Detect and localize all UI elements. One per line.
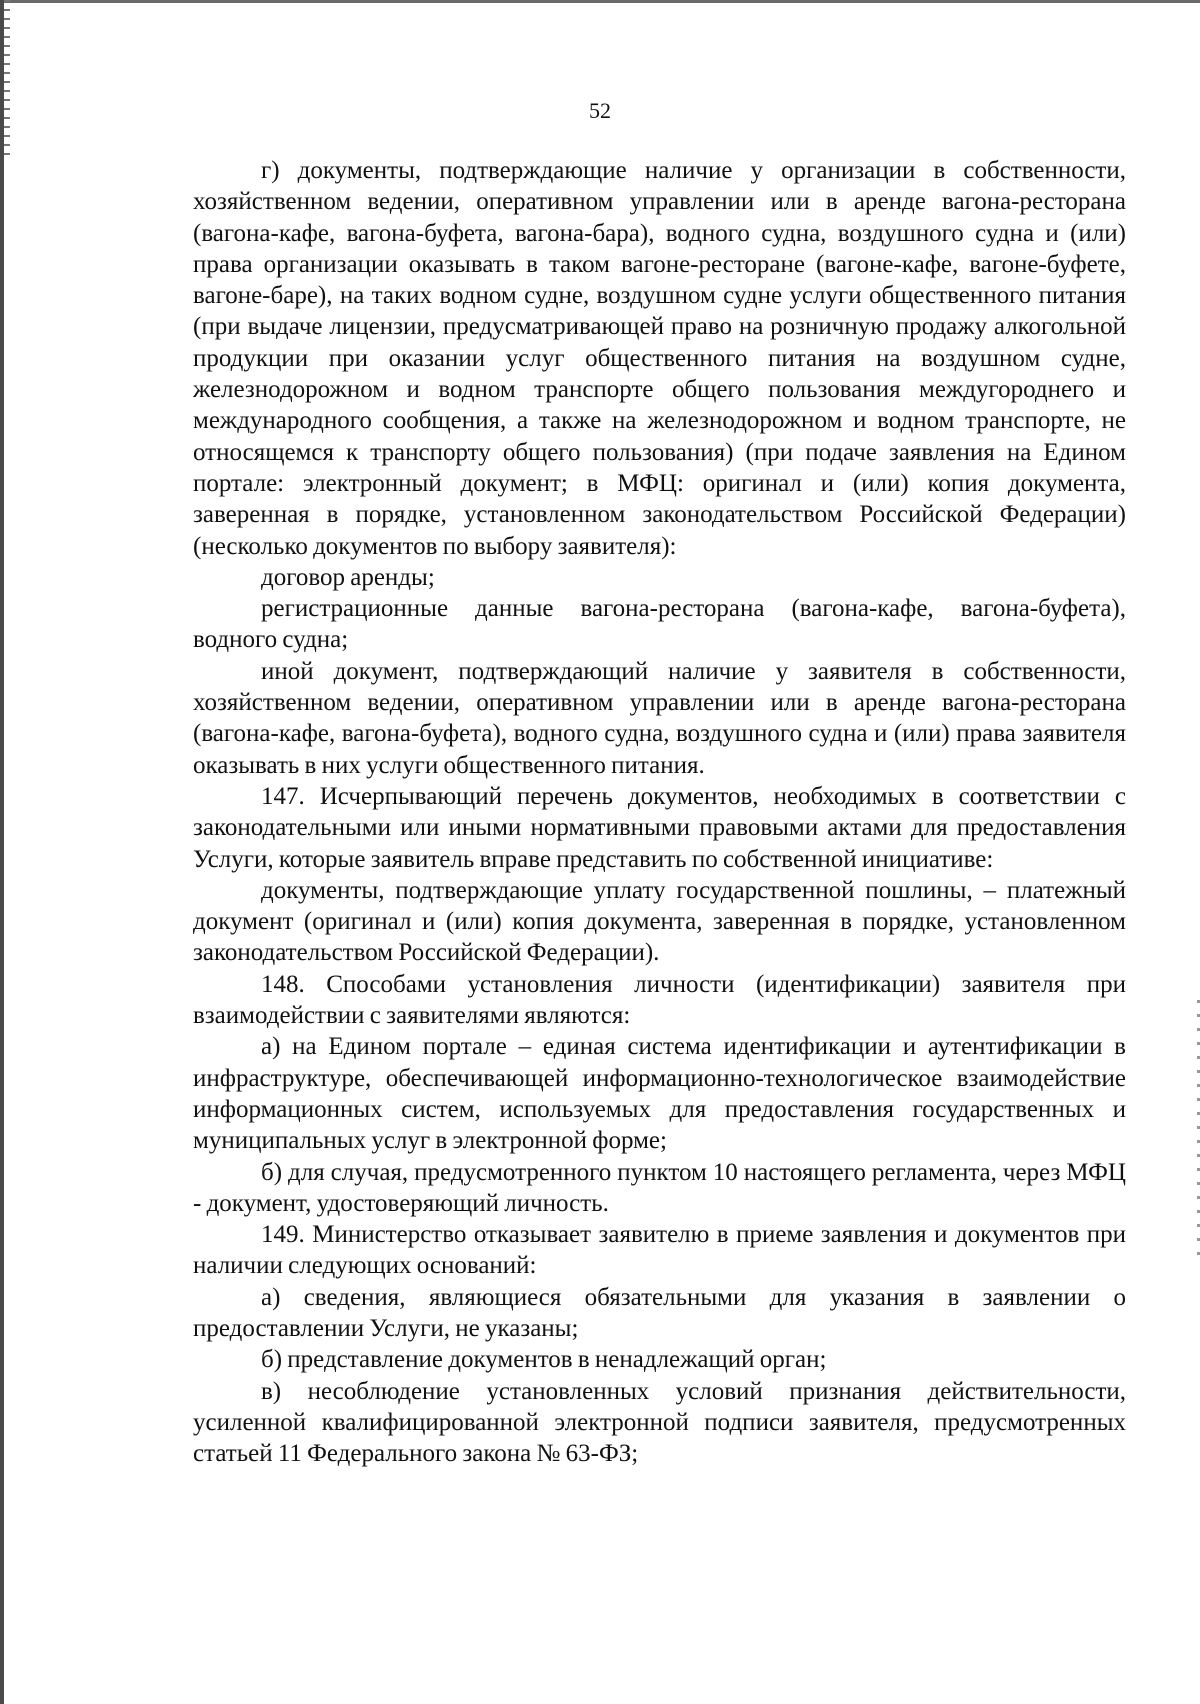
paragraph-other-document: иной документ, подтверждающий наличие у заявителя в собственности, хозяйственном ведении, оперативном управлении или в аренде вагона-ресторана (вагона-кафе, вагона-буфета), водного судна, воздушного судна и (или) права заявителя оказывать в них услуги общественного питания. xyxy=(193,657,1126,779)
paragraph-149-a: а) сведения, являющиеся обязательными для указания в заявлении о предоставлении Услуги, не указаны; xyxy=(193,1283,1126,1342)
paragraph-148: 148. Способами установления личности (идентификации) заявителя при взаимодействии с заявителями являются: xyxy=(193,970,1126,1030)
paragraph-148-b: б) для случая, предусмотренного пунктом 10 настоящего регламента, через МФЦ - документ, удостоверяющий личность. xyxy=(193,1158,1126,1217)
paragraph-149-b: б) представление документов в ненадлежащий орган; xyxy=(261,1346,827,1374)
paragraph-registration-data: регистрационные данные вагона-ресторана (вагона-кафе, вагона-буфета), водного судна; xyxy=(193,595,1126,654)
paragraph-g-documents: г) документы, подтверждающие наличие у организации в собственности, хозяйственном ведении, оперативном управлении или в аренде вагона-ресторана (вагона-кафе, вагона-буфета, вагона-бара), водного судна, воздушного судна и (или) права организации оказывать в таком вагоне-ресторане (вагоне-кафе, вагоне-буфете, вагоне-баре), на таких водном судне, воздушном судне услуги общественного питания (при выдаче лицензии, предусматривающей право на розничную продажу алкогольной продукции при оказании услуг общественного питания на воздушном судне, железнодорожном и водном транспорте общего пользования междугороднего и международного сообщения, а также на железнодорожном и водном транспорте, не относящемся к транспорту общего пользования) (при подаче заявления на Едином портале: электронный документ; в МФЦ: оригинал и (или) копия документа, заверенная в порядке, установленном законодательством Российской Федерации) (несколько документов по выбору заявителя): xyxy=(193,157,1126,560)
scan-edge-marks xyxy=(4,0,10,160)
paragraph-149-v: в) несоблюдение установленных условий признания действительности, усиленной квалифицированной электронной подписи заявителя, предусмотренных статьей 11 Федерального закона № 63-ФЗ; xyxy=(193,1377,1126,1468)
paragraph-149: 149. Министерство отказывает заявителю в приеме заявления и документов при наличии следующих оснований: xyxy=(193,1221,1126,1280)
paragraph-147: 147. Исчерпывающий перечень документов, необходимых в соответствии с законодательными или иными нормативными правовыми актами для предоставления Услуги, которые заявитель вправе представить по собственной инициативе: xyxy=(193,782,1126,873)
paragraph-lease-agreement: договор аренды; xyxy=(261,563,435,591)
paragraph-148-a: а) на Едином портале – единая система идентификации и аутентификации в инфраструктуре, обеспечивающей информационно-технологическое взаимодействие информационных систем, используемых для предоставления государственных и муниципальных услуг в электронной форме; xyxy=(193,1033,1126,1155)
document-body xyxy=(193,155,1126,1469)
scan-left-edge xyxy=(0,0,4,1704)
page-number: 52 xyxy=(589,98,611,123)
scan-top-edge xyxy=(0,0,1200,3)
paragraph-fee-documents: документы, подтверждающие уплату государственной пошлины, – платежный документ (оригинал и (или) копия документа, заверенная в порядке, установленном законодательством Российской Федерации). xyxy=(193,876,1126,967)
